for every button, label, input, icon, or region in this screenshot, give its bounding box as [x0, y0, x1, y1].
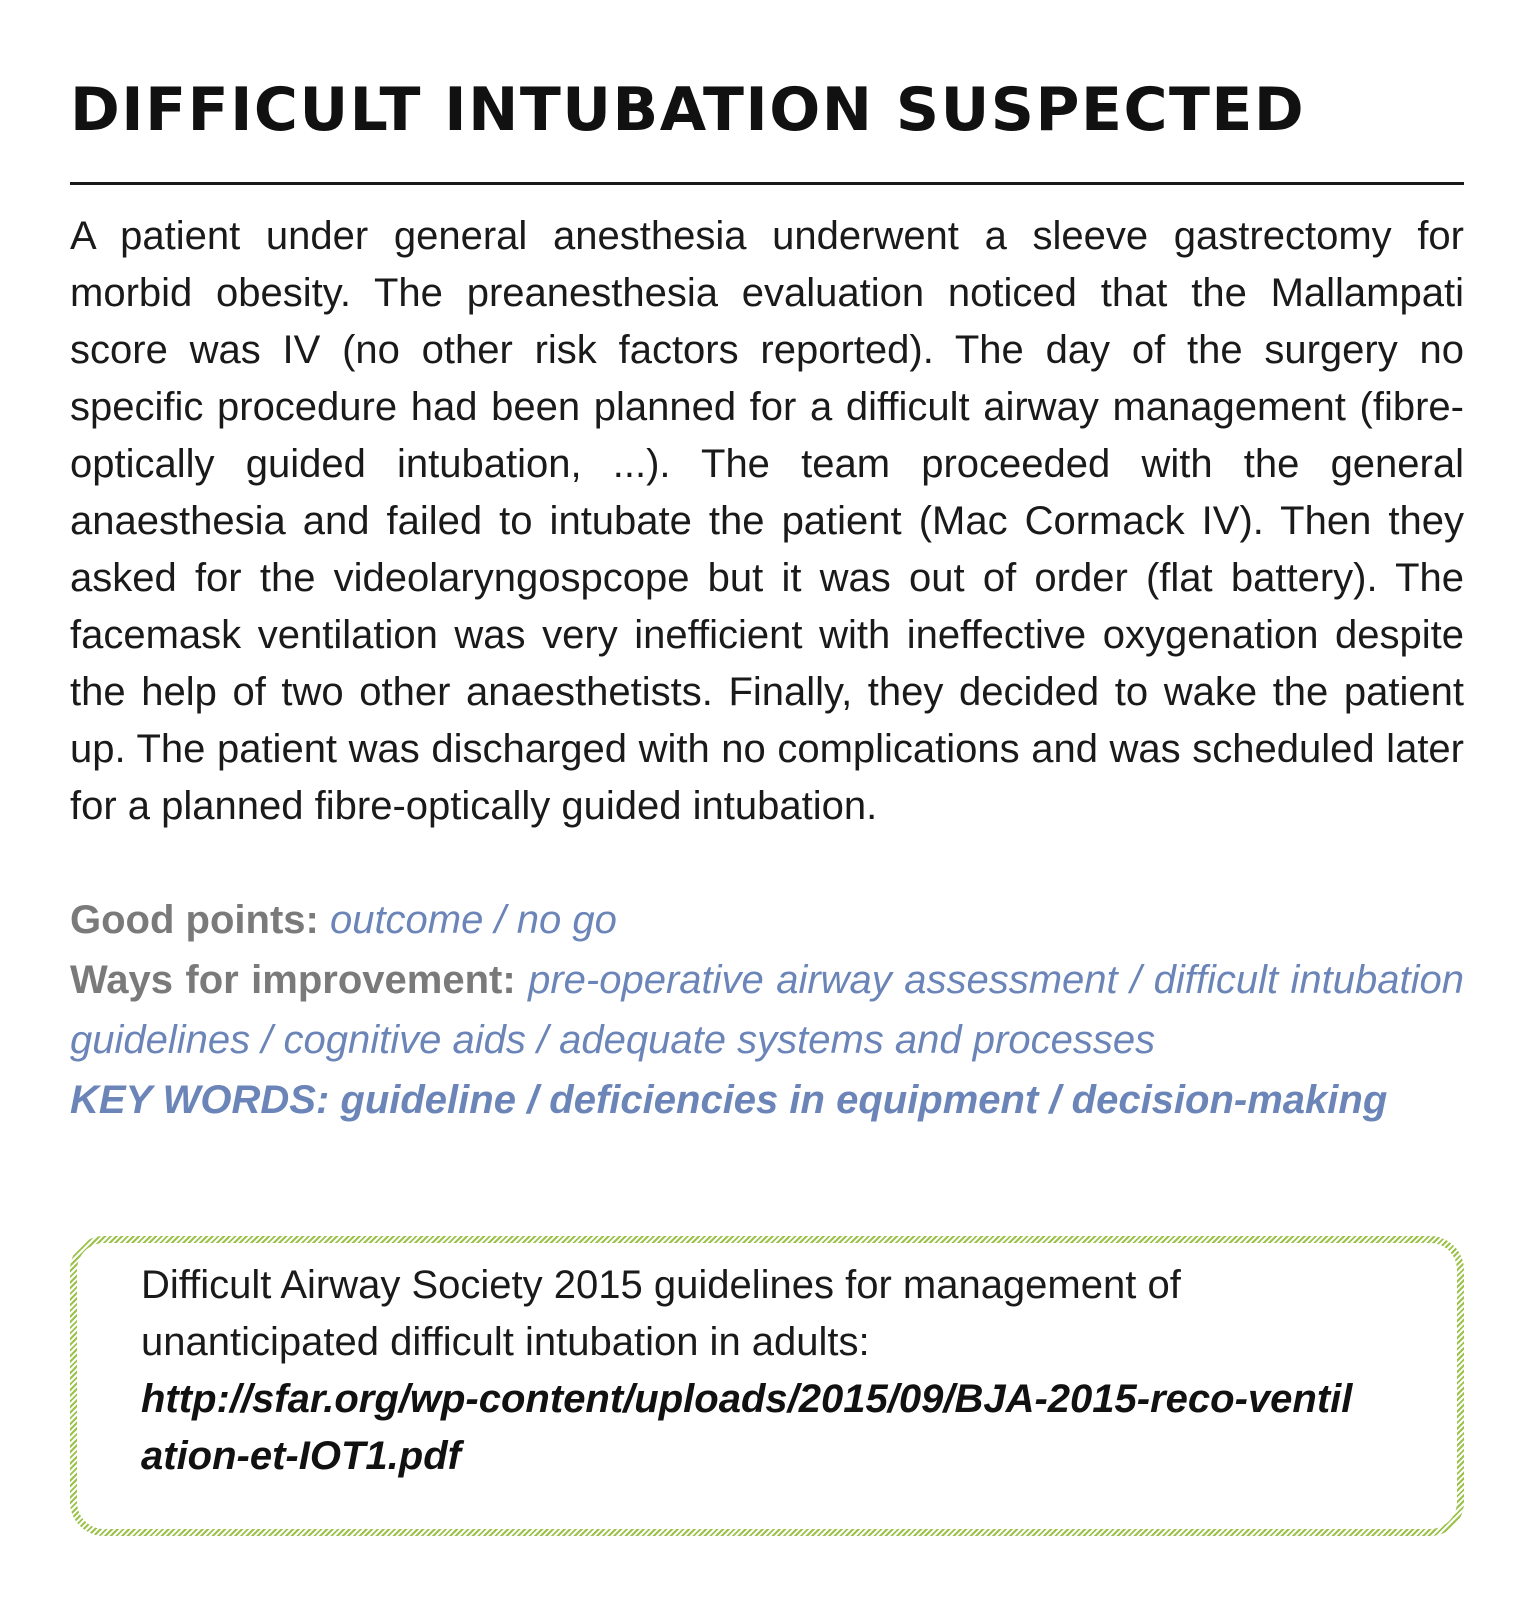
key-words: KEY WORDS: guideline / deficiencies in equipment / decision-making	[70, 1078, 1388, 1122]
good-points-value: outcome / no go	[329, 898, 617, 942]
good-points-line	[70, 890, 1464, 950]
title-divider	[70, 182, 1464, 185]
improvement-label: Ways for improvement:	[70, 958, 516, 1002]
case-summary	[70, 890, 1464, 1130]
page-title: DIFFICULT INTUBATION SUSPECTED	[70, 75, 1306, 145]
reference-callout-box	[70, 1236, 1464, 1536]
case-description: A patient under general anesthesia underwent a sleeve gastrectomy for morbid obesity. The preanesthesia evaluation noticed that the Mallampati score was IV (no other risk factors reported). The day of the surgery no specific procedure had been planned for a difficult airway management (fibre-optically guided intubation, ...). The team proceeded with the general anaesthesia and failed to intubate the patient (Mac Cormack IV). Then they asked for the videolaryngospcope but it was out of order (flat battery). The facemask ventilation was very inefficient with ineffective oxygenation despite the help of two other anaesthetists. Finally, they decided to wake the patient up. The patient was discharged with no complications and was scheduled later for a planned fibre-optically guided intubation.	[70, 214, 1464, 828]
guideline-link[interactable]: http://sfar.org/wp-content/uploads/2015/09/BJA-2015-reco-ventilation-et-IOT1.pdf	[141, 1377, 1353, 1478]
improvement-line	[70, 950, 1464, 1070]
callout-text: Difficult Airway Society 2015 guidelines for management of unanticipated difficult intubation in adults:	[141, 1263, 1181, 1364]
callout-content	[141, 1257, 1371, 1485]
improvement-value: pre-operative airway assessment / difficult intubation guidelines / cognitive aids / adequate systems and processes	[70, 958, 1464, 1062]
good-points-label: Good points:	[70, 898, 319, 942]
